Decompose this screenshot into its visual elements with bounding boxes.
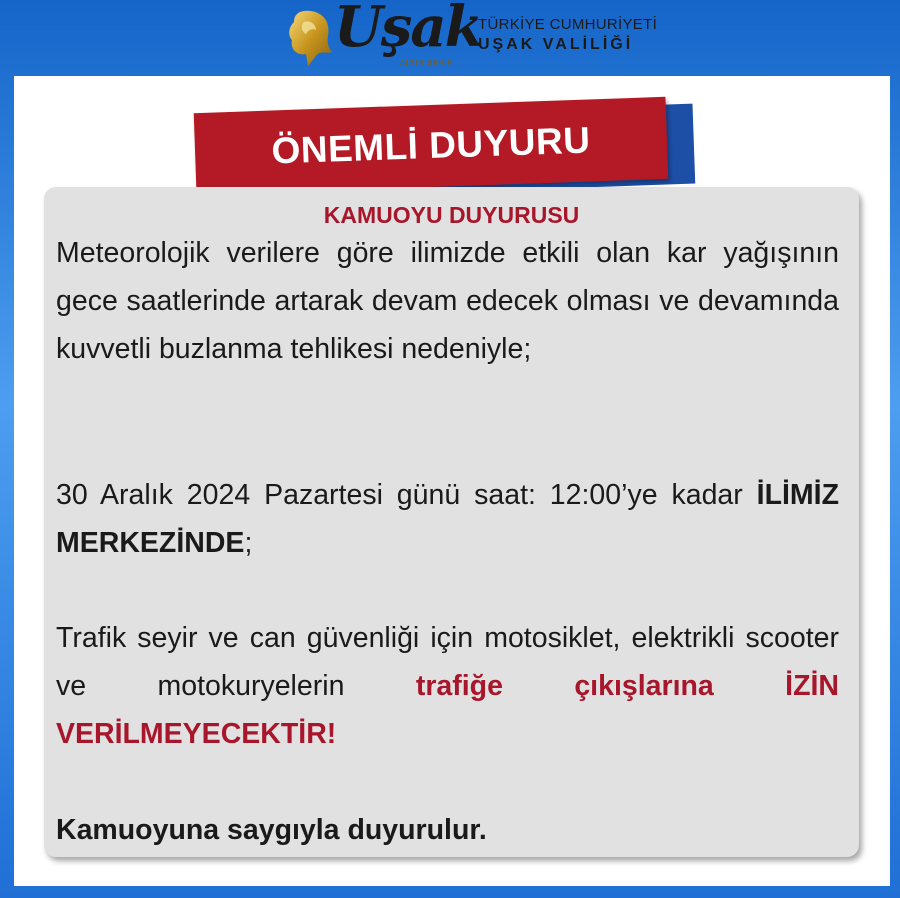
header bbox=[0, 0, 900, 78]
logo-wordmark: Uşak bbox=[334, 0, 482, 60]
logo-tagline: ALTIN ŞEHİR bbox=[400, 60, 454, 67]
date-end: ; bbox=[244, 527, 253, 559]
paragraph-traffic bbox=[56, 614, 839, 758]
date-text: 30 Aralık 2024 Pazartesi günü saat: 12:00’ye kadar bbox=[56, 479, 757, 511]
closing-line: Kamuoyuna saygıyla duyurulur. bbox=[56, 814, 487, 846]
banner bbox=[194, 97, 669, 195]
paragraph-date bbox=[56, 471, 839, 567]
uşak-logo-icon bbox=[286, 8, 338, 68]
traffic-text: Trafik seyir ve can güvenliği için motosiklet, elektrikli scooter ve motokuryelerin bbox=[56, 622, 839, 702]
gov-line-2: UŞAK VALİLİĞİ bbox=[478, 36, 634, 53]
paragraph-weather: Meteorolojik verilere göre ilimizde etkili olan kar yağışının gece saatlerinde artarak devam edecek olması ve devamında kuvvetli buzlanma tehlikesi nedeniyle; bbox=[56, 237, 839, 365]
location-emphasis: İLİMİZ MERKEZİNDE bbox=[56, 479, 839, 559]
banner-title: ÖNEMLİ DUYURU bbox=[270, 119, 592, 172]
notice-subtitle: KAMUOYU DUYURUSU bbox=[323, 202, 580, 228]
gov-line-1: TÜRKİYE CUMHURİYETİ bbox=[478, 16, 658, 33]
traffic-warning: trafiğe çıkışlarına İZİN VERİLMEYECEKTİR! bbox=[56, 670, 839, 750]
